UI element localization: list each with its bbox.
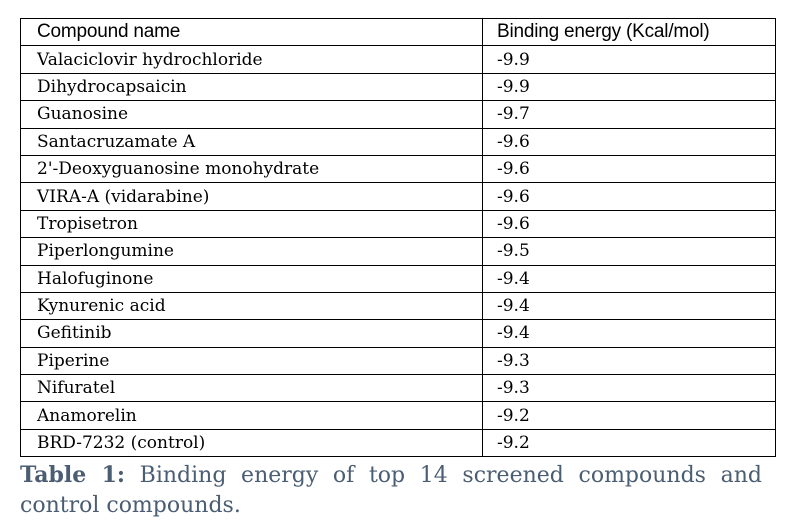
compound-name-cell: Halofuginone — [21, 265, 483, 292]
caption-text-line-2: control compounds. — [20, 493, 241, 518]
compound-name-cell: VIRA-A (vidarabine) — [21, 183, 483, 210]
table-row — [21, 183, 776, 210]
compound-name-cell: Valaciclovir hydrochloride — [21, 46, 483, 73]
binding-energy-cell: -9.3 — [483, 347, 776, 374]
caption-label: Table 1: — [20, 462, 125, 488]
compound-name-cell: Anamorelin — [21, 402, 483, 429]
table-row — [21, 128, 776, 155]
table-row — [21, 375, 776, 402]
binding-energy-cell: -9.2 — [483, 429, 776, 456]
header-row — [21, 19, 776, 46]
compound-name-cell: Piperlongumine — [21, 238, 483, 265]
table-body — [21, 46, 776, 457]
table-row — [21, 155, 776, 182]
table-row — [21, 292, 776, 319]
compound-name-cell: Gefitinib — [21, 320, 483, 347]
binding-energy-cell: -9.3 — [483, 375, 776, 402]
binding-energy-cell: -9.2 — [483, 402, 776, 429]
compound-name-cell: Guanosine — [21, 101, 483, 128]
compound-name-cell: Kynurenic acid — [21, 292, 483, 319]
table-row — [21, 320, 776, 347]
binding-energy-cell: -9.4 — [483, 320, 776, 347]
table-row — [21, 46, 776, 73]
binding-energy-cell: -9.5 — [483, 238, 776, 265]
binding-energy-cell: -9.6 — [483, 210, 776, 237]
binding-energy-cell: -9.9 — [483, 73, 776, 100]
binding-energy-cell: -9.4 — [483, 265, 776, 292]
binding-energy-cell: -9.6 — [483, 183, 776, 210]
compound-name-cell: 2'-Deoxyguanosine monohydrate — [21, 155, 483, 182]
binding-energy-cell: -9.7 — [483, 101, 776, 128]
compound-name-cell: Tropisetron — [21, 210, 483, 237]
binding-energy-cell: -9.9 — [483, 46, 776, 73]
caption-line-1 — [20, 460, 762, 491]
table-head — [21, 19, 776, 46]
compound-name-cell: Piperine — [21, 347, 483, 374]
table-row — [21, 238, 776, 265]
table-row — [21, 101, 776, 128]
column-header-compound-name: Compound name — [21, 19, 483, 46]
binding-energy-table — [20, 18, 776, 457]
compound-name-cell: BRD-7232 (control) — [21, 429, 483, 456]
table-caption — [20, 460, 762, 521]
compound-name-cell: Santacruzamate A — [21, 128, 483, 155]
table-row — [21, 210, 776, 237]
binding-energy-cell: -9.6 — [483, 128, 776, 155]
table-row — [21, 73, 776, 100]
table-row — [21, 402, 776, 429]
column-header-binding-energy: Binding energy (Kcal/mol) — [483, 19, 776, 46]
compound-name-cell: Dihydrocapsaicin — [21, 73, 483, 100]
table-row — [21, 347, 776, 374]
caption-text-line-1: Binding energy of top 14 screened compounds and — [139, 463, 762, 488]
compound-name-cell: Nifuratel — [21, 375, 483, 402]
compounds-table-container — [20, 18, 775, 457]
binding-energy-cell: -9.6 — [483, 155, 776, 182]
binding-energy-cell: -9.4 — [483, 292, 776, 319]
table-row — [21, 265, 776, 292]
table-row — [21, 429, 776, 456]
